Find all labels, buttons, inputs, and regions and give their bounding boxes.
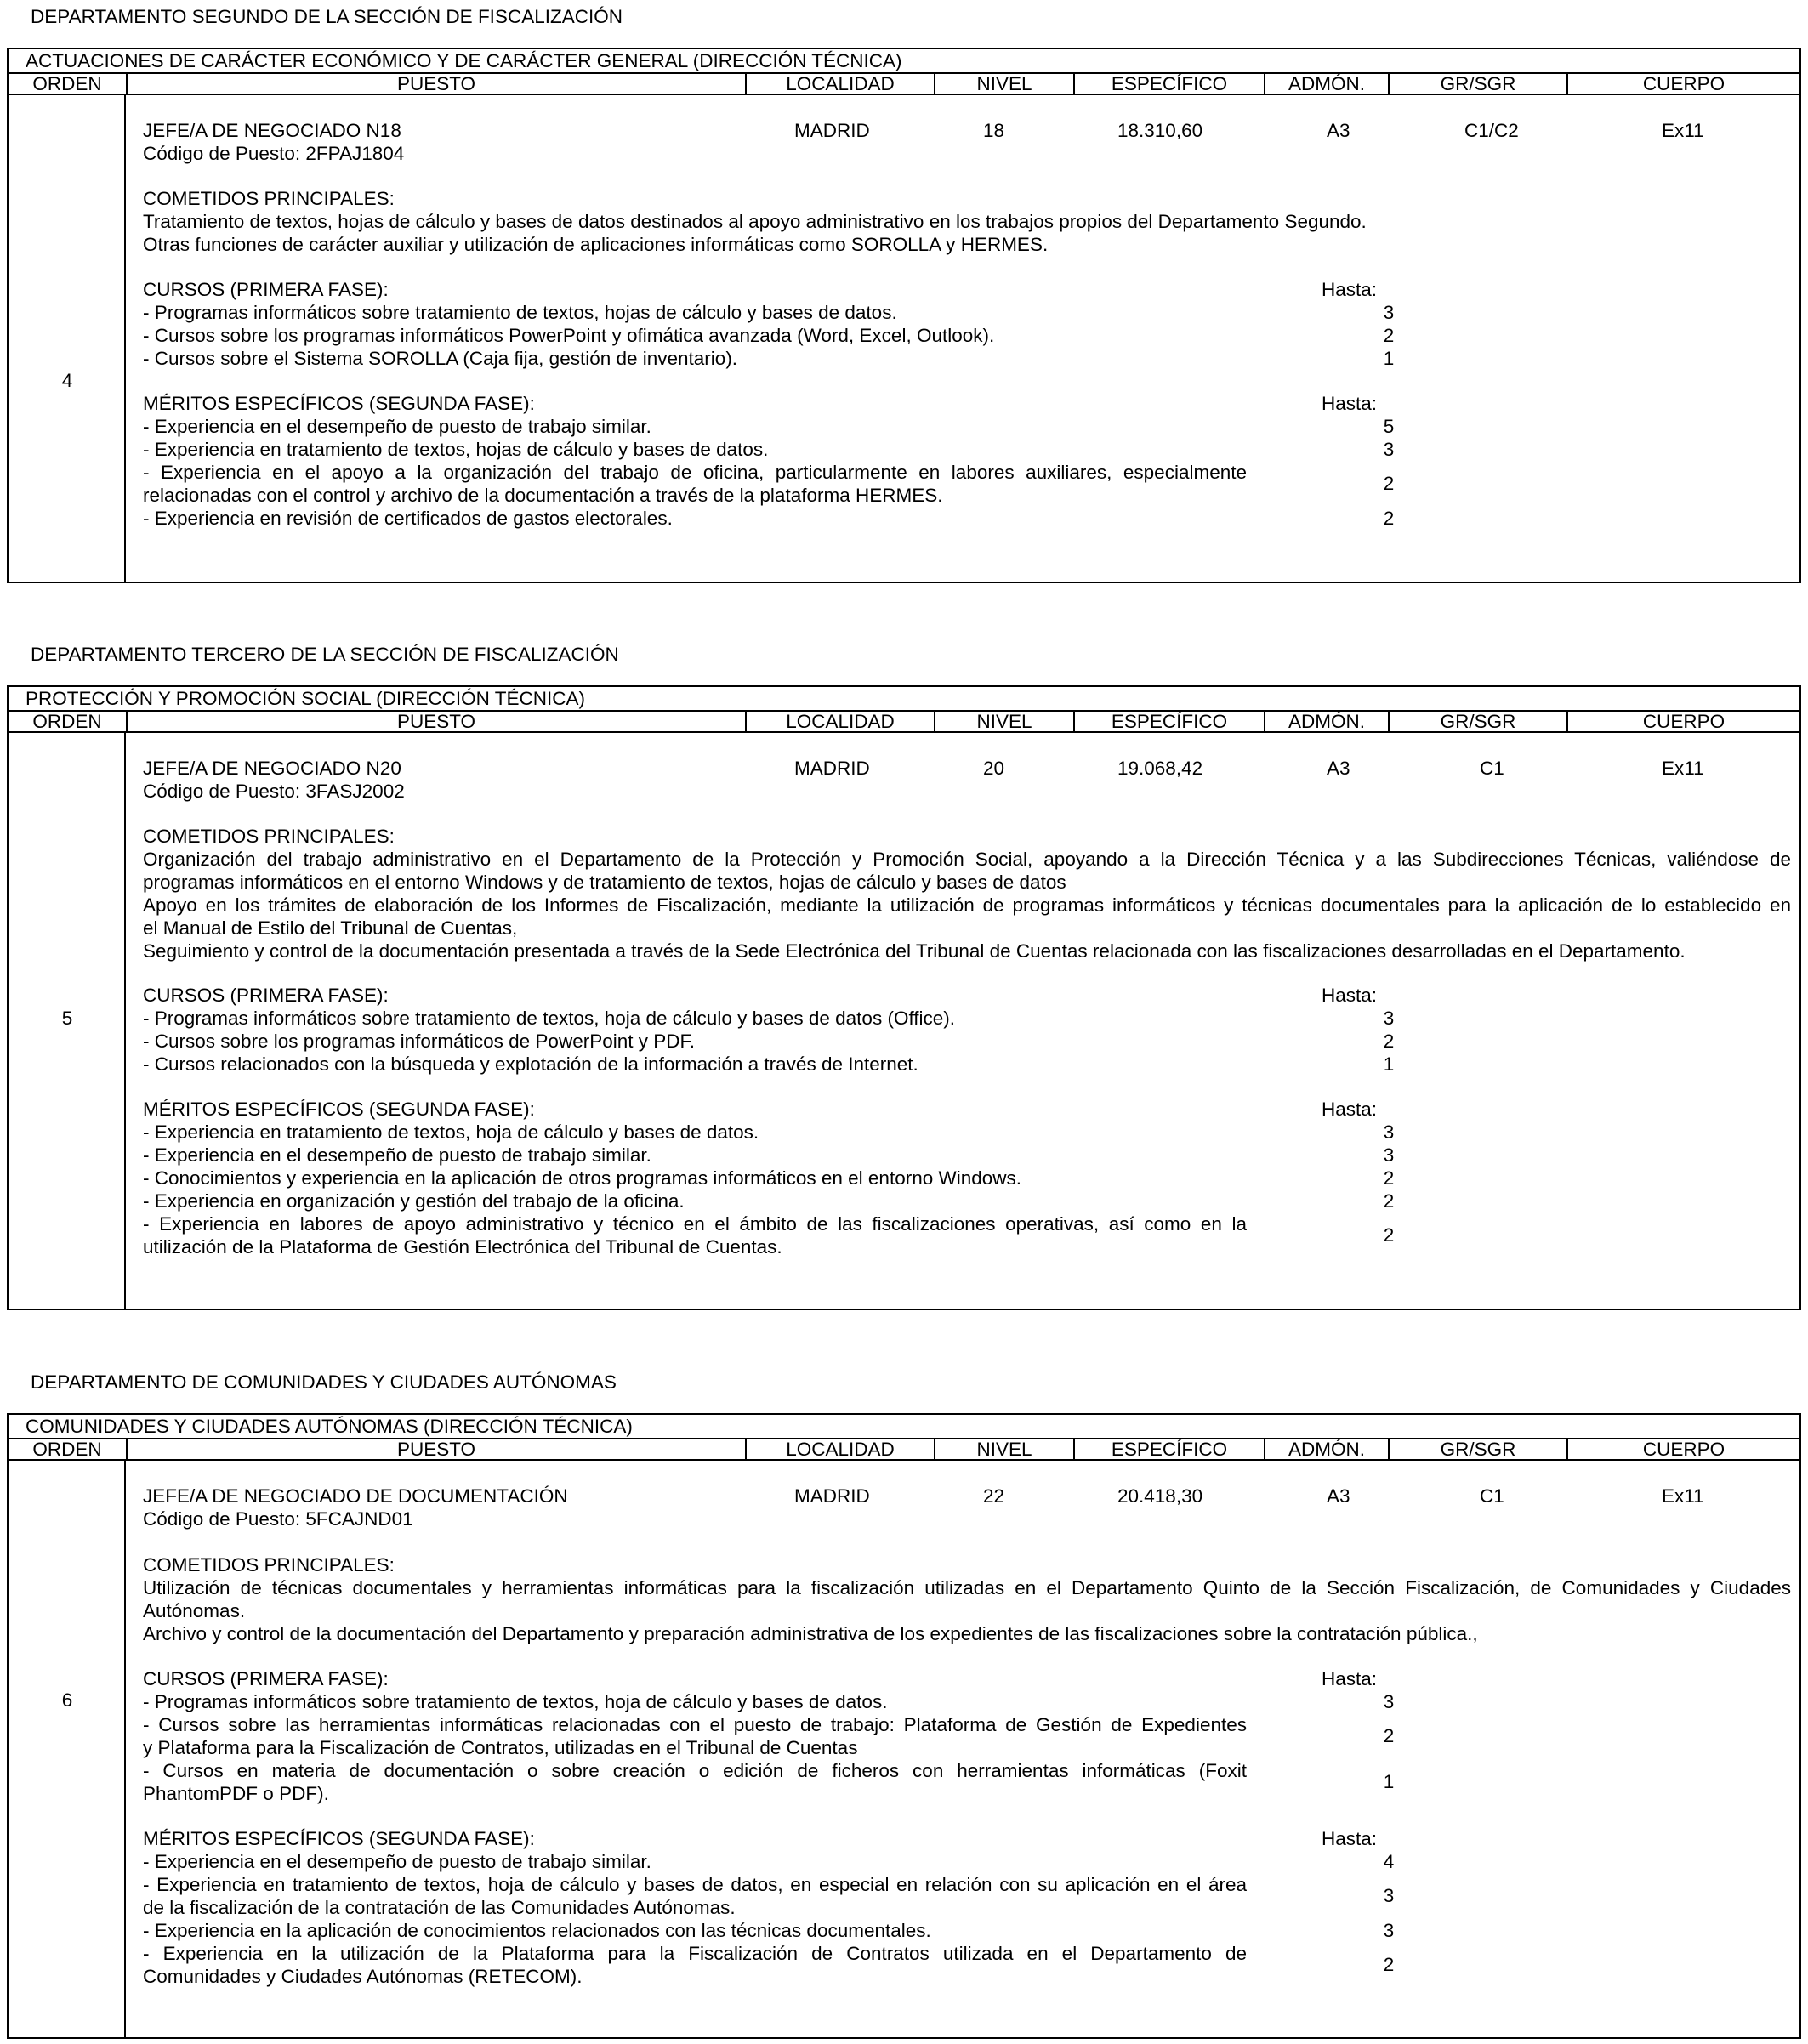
- merito-item-line: de la fiscalización de la contratación de las Comunidades Autónomas.: [143, 1897, 736, 1918]
- gr-sgr-value: C1: [1480, 758, 1504, 779]
- header-nivel: NIVEL: [934, 74, 1073, 94]
- meritos-heading: MÉRITOS ESPECÍFICOS (SEGUNDA FASE):: [143, 1828, 535, 1849]
- puesto-code: Código de Puesto: 5FCAJND01: [143, 1508, 413, 1530]
- merito-points: 3: [1383, 1885, 1395, 1906]
- header-localidad: LOCALIDAD: [745, 1439, 934, 1459]
- nivel-value: 18: [983, 120, 1005, 141]
- puesto-name: JEFE/A DE NEGOCIADO N20: [143, 758, 401, 779]
- column-header-row: [9, 1438, 1799, 1461]
- cometido-item-line: Utilización de técnicas documentales y herramientas informáticas para la fiscalización utilizadas en el Departamento Quinto de la Sección Fiscalización, de Comunidades y Ciudades: [143, 1577, 1791, 1598]
- job-body: [9, 1461, 1799, 2037]
- cursos-hasta-label: Hasta:: [1322, 1668, 1378, 1689]
- curso-item: - Programas informáticos sobre tratamiento de textos, hoja de cálculo y bases de datos (Office).: [143, 1008, 956, 1029]
- header-cuerpo: CUERPO: [1566, 1439, 1799, 1459]
- meritos-heading: MÉRITOS ESPECÍFICOS (SEGUNDA FASE):: [143, 1099, 535, 1120]
- merito-item: - Experiencia en el desempeño de puesto de trabajo similar.: [143, 1144, 651, 1166]
- header-nivel: NIVEL: [934, 712, 1073, 731]
- meritos-hasta-label: Hasta:: [1322, 393, 1378, 414]
- cometido-item-line: Archivo y control de la documentación del Departamento y preparación administrativa de los expedientes de las fiscalizaciones sobre la contratación pública.,: [143, 1623, 1478, 1644]
- orden-number: 4: [61, 370, 73, 391]
- curso-item: - Cursos sobre el Sistema SOROLLA (Caja fija, gestión de inventario).: [143, 348, 738, 369]
- job-table: [7, 1413, 1801, 2039]
- job-body: [9, 733, 1799, 1309]
- merito-points: 3: [1383, 1920, 1395, 1941]
- cometido-item: Tratamiento de textos, hojas de cálculo y bases de datos destinados al apoyo administrativo en los trabajos propios del Departamento Segundo.: [143, 211, 1367, 232]
- merito-item: - Experiencia en tratamiento de textos, hoja de cálculo y bases de datos.: [143, 1121, 759, 1143]
- merito-points: 2: [1383, 1224, 1395, 1246]
- nivel-value: 20: [983, 758, 1005, 779]
- curso-item-line: - Cursos en materia de documentación o sobre creación o edición de ficheros con herramientas informáticas (Foxit: [143, 1760, 1247, 1781]
- merito-item-line: - Experiencia en la utilización de la Plataforma para la Fiscalización de Contratos utilizada en el Departamento de: [143, 1943, 1247, 1964]
- puesto-name: JEFE/A DE NEGOCIADO N18: [143, 120, 401, 141]
- curso-points: 3: [1383, 1008, 1395, 1029]
- especifico-value: 20.418,30: [1117, 1485, 1203, 1507]
- curso-item: - Cursos sobre los programas informáticos de PowerPoint y PDF.: [143, 1031, 695, 1052]
- merito-item: - Experiencia en el desempeño de puesto de trabajo similar.: [143, 416, 651, 437]
- cursos-heading: CURSOS (PRIMERA FASE):: [143, 279, 389, 300]
- job-table: [7, 48, 1801, 583]
- curso-points: 1: [1383, 348, 1395, 369]
- header-admon: ADMÓN.: [1264, 712, 1388, 731]
- header-admon: ADMÓN.: [1264, 74, 1388, 94]
- localidad-value: MADRID: [794, 1485, 870, 1507]
- curso-points: 2: [1383, 1031, 1395, 1052]
- header-gr-sgr: GR/SGR: [1388, 712, 1566, 731]
- header-localidad: LOCALIDAD: [745, 74, 934, 94]
- localidad-value: MADRID: [794, 758, 870, 779]
- localidad-value: MADRID: [794, 120, 870, 141]
- curso-points: 1: [1383, 1771, 1395, 1792]
- merito-points: 2: [1383, 1167, 1395, 1189]
- curso-item-line: PhantomPDF o PDF).: [143, 1783, 329, 1804]
- header-orden: ORDEN: [32, 711, 102, 732]
- column-header-row: [9, 72, 1799, 95]
- header-cuerpo: CUERPO: [1566, 712, 1799, 731]
- merito-points: 2: [1383, 508, 1395, 529]
- curso-points: 1: [1383, 1053, 1395, 1075]
- cuerpo-value: Ex11: [1662, 758, 1704, 779]
- admon-value: A3: [1327, 1485, 1350, 1507]
- orden-column: [9, 1461, 126, 2037]
- department-title: DEPARTAMENTO DE COMUNIDADES Y CIUDADES AUTÓNOMAS: [31, 1371, 617, 1393]
- table-subtitle: COMUNIDADES Y CIUDADES AUTÓNOMAS (DIRECCIÓN TÉCNICA): [26, 1416, 633, 1437]
- department-title: DEPARTAMENTO SEGUNDO DE LA SECCIÓN DE FISCALIZACIÓN: [31, 6, 623, 27]
- cuerpo-value: Ex11: [1662, 120, 1704, 141]
- merito-points: 2: [1383, 1190, 1395, 1212]
- merito-item-line: relacionadas con el control y archivo de la documentación a través de la plataforma HERMES.: [143, 485, 943, 506]
- header-admon: ADMÓN.: [1264, 1439, 1388, 1459]
- department-title: DEPARTAMENTO TERCERO DE LA SECCIÓN DE FISCALIZACIÓN: [31, 644, 619, 665]
- cursos-hasta-label: Hasta:: [1322, 985, 1378, 1006]
- cometido-item-line: el Manual de Estilo del Tribunal de Cuentas,: [143, 917, 518, 939]
- merito-item-line: utilización de la Plataforma de Gestión Electrónica del Tribunal de Cuentas.: [143, 1236, 782, 1258]
- curso-points: 3: [1383, 1691, 1395, 1712]
- header-gr-sgr: GR/SGR: [1388, 1439, 1566, 1459]
- cursos-heading: CURSOS (PRIMERA FASE):: [143, 1668, 389, 1689]
- merito-item: - Conocimientos y experiencia en la aplicación de otros programas informáticos en el entorno Windows.: [143, 1167, 1022, 1189]
- puesto-code: Código de Puesto: 3FASJ2002: [143, 781, 405, 802]
- merito-item: - Experiencia en la aplicación de conocimientos relacionados con las técnicas documentales.: [143, 1920, 931, 1941]
- job-body: [9, 95, 1799, 582]
- header-puesto: PUESTO: [126, 74, 745, 94]
- merito-points: 3: [1383, 439, 1395, 460]
- table-subtitle: ACTUACIONES DE CARÁCTER ECONÓMICO Y DE CARÁCTER GENERAL (DIRECCIÓN TÉCNICA): [26, 50, 902, 71]
- merito-item-line: - Experiencia en el apoyo a la organización del trabajo de oficina, particularmente en labores auxiliares, especialmente: [143, 462, 1247, 483]
- curso-item: - Cursos sobre los programas informáticos PowerPoint y ofimática avanzada (Word, Excel, Outlook).: [143, 325, 995, 346]
- column-header-row: [9, 710, 1799, 733]
- nivel-value: 22: [983, 1485, 1005, 1507]
- header-nivel: NIVEL: [934, 1439, 1073, 1459]
- admon-value: A3: [1327, 120, 1350, 141]
- merito-item: - Experiencia en revisión de certificados de gastos electorales.: [143, 508, 673, 529]
- cometido-item-line: Autónomas.: [143, 1600, 246, 1621]
- cuerpo-value: Ex11: [1662, 1485, 1704, 1507]
- cometidos-heading: COMETIDOS PRINCIPALES:: [143, 826, 395, 847]
- curso-item: - Programas informáticos sobre tratamiento de textos, hojas de cálculo y bases de datos.: [143, 302, 897, 323]
- cometido-item-line: Organización del trabajo administrativo en el Departamento de la Protección y Promoción Social, apoyando a la Dirección Técnica y a las Subdirecciones Técnicas, valiéndose de: [143, 849, 1791, 870]
- merito-item-line: - Experiencia en labores de apoyo administrativo y técnico en el ámbito de las fiscalizaciones operativas, así como en la: [143, 1213, 1247, 1235]
- merito-item-line: Comunidades y Ciudades Autónomas (RETECOM).: [143, 1966, 583, 1987]
- cometidos-heading: COMETIDOS PRINCIPALES:: [143, 188, 395, 209]
- header-especifico: ESPECÍFICO: [1073, 1439, 1264, 1459]
- cometido-item-line: Apoyo en los trámites de elaboración de los Informes de Fiscalización, mediante la utilización de programas informáticos y técnicas documentales para la aplicación de lo establecido en: [143, 894, 1791, 916]
- merito-item: - Experiencia en organización y gestión del trabajo de la oficina.: [143, 1190, 685, 1212]
- merito-points: 3: [1383, 1121, 1395, 1143]
- puesto-code: Código de Puesto: 2FPAJ1804: [143, 143, 405, 164]
- orden-number: 5: [61, 1008, 73, 1029]
- curso-points: 3: [1383, 302, 1395, 323]
- gr-sgr-value: C1/C2: [1464, 120, 1519, 141]
- especifico-value: 18.310,60: [1117, 120, 1203, 141]
- meritos-heading: MÉRITOS ESPECÍFICOS (SEGUNDA FASE):: [143, 393, 535, 414]
- cursos-heading: CURSOS (PRIMERA FASE):: [143, 985, 389, 1006]
- job-table: [7, 685, 1801, 1310]
- admon-value: A3: [1327, 758, 1350, 779]
- orden-column: [9, 95, 126, 582]
- curso-item: - Cursos relacionados con la búsqueda y explotación de la información a través de Internet.: [143, 1053, 918, 1075]
- curso-points: 2: [1383, 325, 1395, 346]
- puesto-name: JEFE/A DE NEGOCIADO DE DOCUMENTACIÓN: [143, 1485, 568, 1507]
- merito-points: 5: [1383, 416, 1395, 437]
- especifico-value: 19.068,42: [1117, 758, 1203, 779]
- header-especifico: ESPECÍFICO: [1073, 712, 1264, 731]
- meritos-hasta-label: Hasta:: [1322, 1828, 1378, 1849]
- header-especifico: ESPECÍFICO: [1073, 74, 1264, 94]
- header-orden: ORDEN: [32, 1439, 102, 1460]
- merito-item: - Experiencia en el desempeño de puesto de trabajo similar.: [143, 1851, 651, 1872]
- orden-number: 6: [61, 1689, 73, 1711]
- curso-points: 2: [1383, 1725, 1395, 1746]
- cometido-item: Otras funciones de carácter auxiliar y utilización de aplicaciones informáticas como SOROLLA y HERMES.: [143, 234, 1049, 255]
- header-orden: ORDEN: [32, 73, 102, 94]
- header-puesto: PUESTO: [126, 1439, 745, 1459]
- header-puesto: PUESTO: [126, 712, 745, 731]
- header-cuerpo: CUERPO: [1566, 74, 1799, 94]
- merito-points: 3: [1383, 1144, 1395, 1166]
- merito-points: 2: [1383, 1954, 1395, 1975]
- merito-points: 2: [1383, 473, 1395, 494]
- table-subtitle: PROTECCIÓN Y PROMOCIÓN SOCIAL (DIRECCIÓN TÉCNICA): [26, 688, 585, 709]
- merito-points: 4: [1383, 1851, 1395, 1872]
- merito-item: - Experiencia en tratamiento de textos, hojas de cálculo y bases de datos.: [143, 439, 769, 460]
- meritos-hasta-label: Hasta:: [1322, 1099, 1378, 1120]
- cursos-hasta-label: Hasta:: [1322, 279, 1378, 300]
- cometido-item-line: Seguimiento y control de la documentación presentada a través de la Sede Electrónica del Tribunal de Cuentas relacionada con las fiscalizaciones desarrolladas en el Departamento.: [143, 940, 1686, 962]
- curso-item: - Programas informáticos sobre tratamiento de textos, hoja de cálculo y bases de datos.: [143, 1691, 888, 1712]
- header-gr-sgr: GR/SGR: [1388, 74, 1566, 94]
- cometido-item-line: programas informáticos en el entorno Windows y de tratamiento de textos, hojas de cálculo y bases de datos: [143, 872, 1066, 893]
- header-localidad: LOCALIDAD: [745, 712, 934, 731]
- curso-item-line: y Plataforma para la Fiscalización de Contratos, utilizadas en el Tribunal de Cuentas: [143, 1737, 858, 1758]
- gr-sgr-value: C1: [1480, 1485, 1504, 1507]
- curso-item-line: - Cursos sobre las herramientas informáticas relacionadas con el puesto de trabajo: Plataforma de Gestión de Expedientes: [143, 1714, 1247, 1735]
- merito-item-line: - Experiencia en tratamiento de textos, hoja de cálculo y bases de datos, en especial en relación con su aplicación en el área: [143, 1874, 1247, 1895]
- cometidos-heading: COMETIDOS PRINCIPALES:: [143, 1554, 395, 1576]
